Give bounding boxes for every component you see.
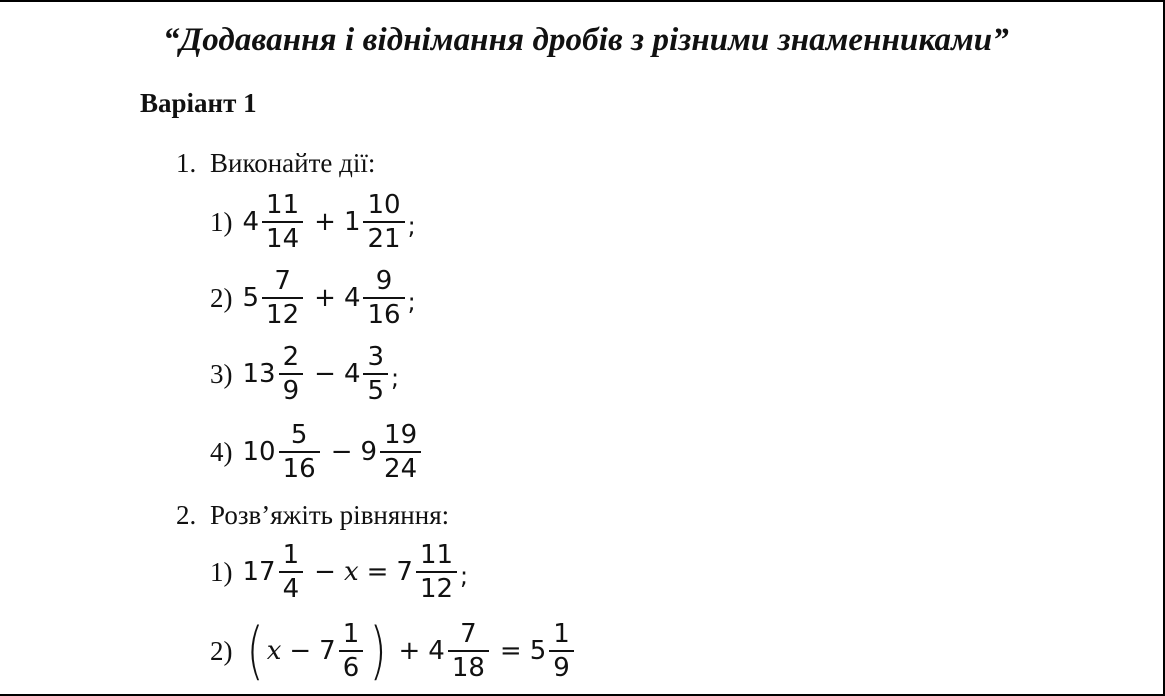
- fraction: [363, 192, 404, 252]
- semicolon: ;: [407, 212, 416, 240]
- whole-part: 13: [242, 359, 276, 389]
- fraction: [339, 621, 364, 681]
- task-number: 2.: [176, 500, 197, 530]
- equation-label: 1): [210, 556, 233, 587]
- variable: x: [266, 636, 282, 666]
- denominator: 21: [363, 221, 404, 252]
- denominator: 4: [279, 571, 304, 602]
- fraction: [363, 344, 388, 404]
- exercise-label: 2): [210, 282, 233, 313]
- operator: +: [398, 636, 421, 666]
- semicolon: ;: [407, 288, 416, 316]
- task-1-heading: [176, 148, 375, 179]
- whole-part: 5: [242, 283, 260, 313]
- fraction: [279, 542, 304, 602]
- numerator: 9: [375, 266, 393, 296]
- equals-sign: =: [366, 557, 389, 587]
- numerator: 1: [342, 619, 360, 649]
- numerator: 5: [290, 420, 308, 450]
- numerator: 3: [367, 342, 385, 372]
- denominator: 9: [549, 650, 574, 681]
- whole-part: 4: [343, 359, 361, 389]
- equation-2-2: [210, 614, 577, 687]
- denominator: 18: [448, 650, 489, 681]
- task-number: 1.: [176, 148, 197, 178]
- whole-part: 4: [242, 207, 260, 237]
- operator: −: [330, 437, 353, 467]
- semicolon: ;: [460, 562, 469, 590]
- whole-part: 5: [529, 636, 547, 666]
- operator: −: [314, 359, 336, 389]
- worksheet-title: “Додавання і віднімання дробів з різними знаменниками”: [163, 22, 1009, 58]
- equals-sign: =: [499, 636, 522, 666]
- numerator: 7: [274, 266, 291, 296]
- whole-part: 1: [343, 207, 361, 237]
- whole-part: 9: [360, 437, 378, 467]
- fraction: [363, 268, 404, 328]
- numerator: 11: [419, 540, 454, 570]
- close-parenthesis: ): [369, 614, 387, 687]
- exercise-1-2: [210, 268, 416, 328]
- denominator: 16: [363, 297, 404, 328]
- denominator: 12: [416, 571, 457, 602]
- whole-part: 17: [242, 557, 276, 587]
- numerator: 11: [266, 190, 300, 220]
- whole-part: 7: [319, 636, 336, 666]
- exercise-1-4: [210, 422, 424, 482]
- exercise-label: 3): [210, 358, 233, 389]
- numerator: 7: [460, 619, 477, 649]
- denominator: 9: [279, 373, 304, 404]
- whole-part: 10: [242, 437, 276, 467]
- variable: x: [343, 557, 359, 587]
- task-text: Виконайте дії:: [210, 148, 376, 178]
- denominator: 14: [262, 221, 303, 252]
- fraction: [279, 422, 320, 482]
- numerator: 2: [282, 342, 300, 372]
- task-2-heading: [176, 500, 449, 531]
- equation-label: 2): [210, 635, 233, 666]
- exercise-label: 4): [210, 436, 233, 467]
- exercise-1-1: [210, 192, 416, 252]
- operator: −: [314, 557, 336, 587]
- equation-2-1: [210, 542, 468, 602]
- fraction: [262, 192, 303, 252]
- whole-part: 4: [343, 283, 361, 313]
- denominator: 16: [279, 451, 320, 482]
- fraction: [380, 422, 421, 482]
- denominator: 12: [262, 297, 303, 328]
- open-parenthesis: (: [246, 614, 264, 687]
- denominator: 6: [339, 650, 364, 681]
- numerator: 10: [367, 190, 401, 220]
- page-border-top: [0, 0, 1165, 2]
- operator: +: [314, 283, 336, 313]
- denominator: 24: [380, 451, 421, 482]
- whole-part: 4: [428, 636, 445, 666]
- numerator: 1: [282, 540, 300, 570]
- exercise-label: 1): [210, 206, 233, 237]
- fraction: [279, 344, 304, 404]
- fraction: [262, 268, 303, 328]
- task-text: Розв’яжіть рівняння:: [210, 500, 450, 530]
- fraction: [549, 621, 574, 681]
- operator: −: [289, 636, 312, 666]
- variant-heading: Варіант 1: [140, 88, 257, 118]
- exercise-1-3: [210, 344, 399, 404]
- whole-part: 7: [396, 557, 413, 587]
- numerator: 19: [384, 420, 418, 450]
- semicolon: ;: [391, 364, 400, 392]
- fraction: [448, 621, 489, 681]
- operator: +: [314, 207, 336, 237]
- denominator: 5: [363, 373, 388, 404]
- fraction: [416, 542, 457, 602]
- numerator: 1: [553, 619, 570, 649]
